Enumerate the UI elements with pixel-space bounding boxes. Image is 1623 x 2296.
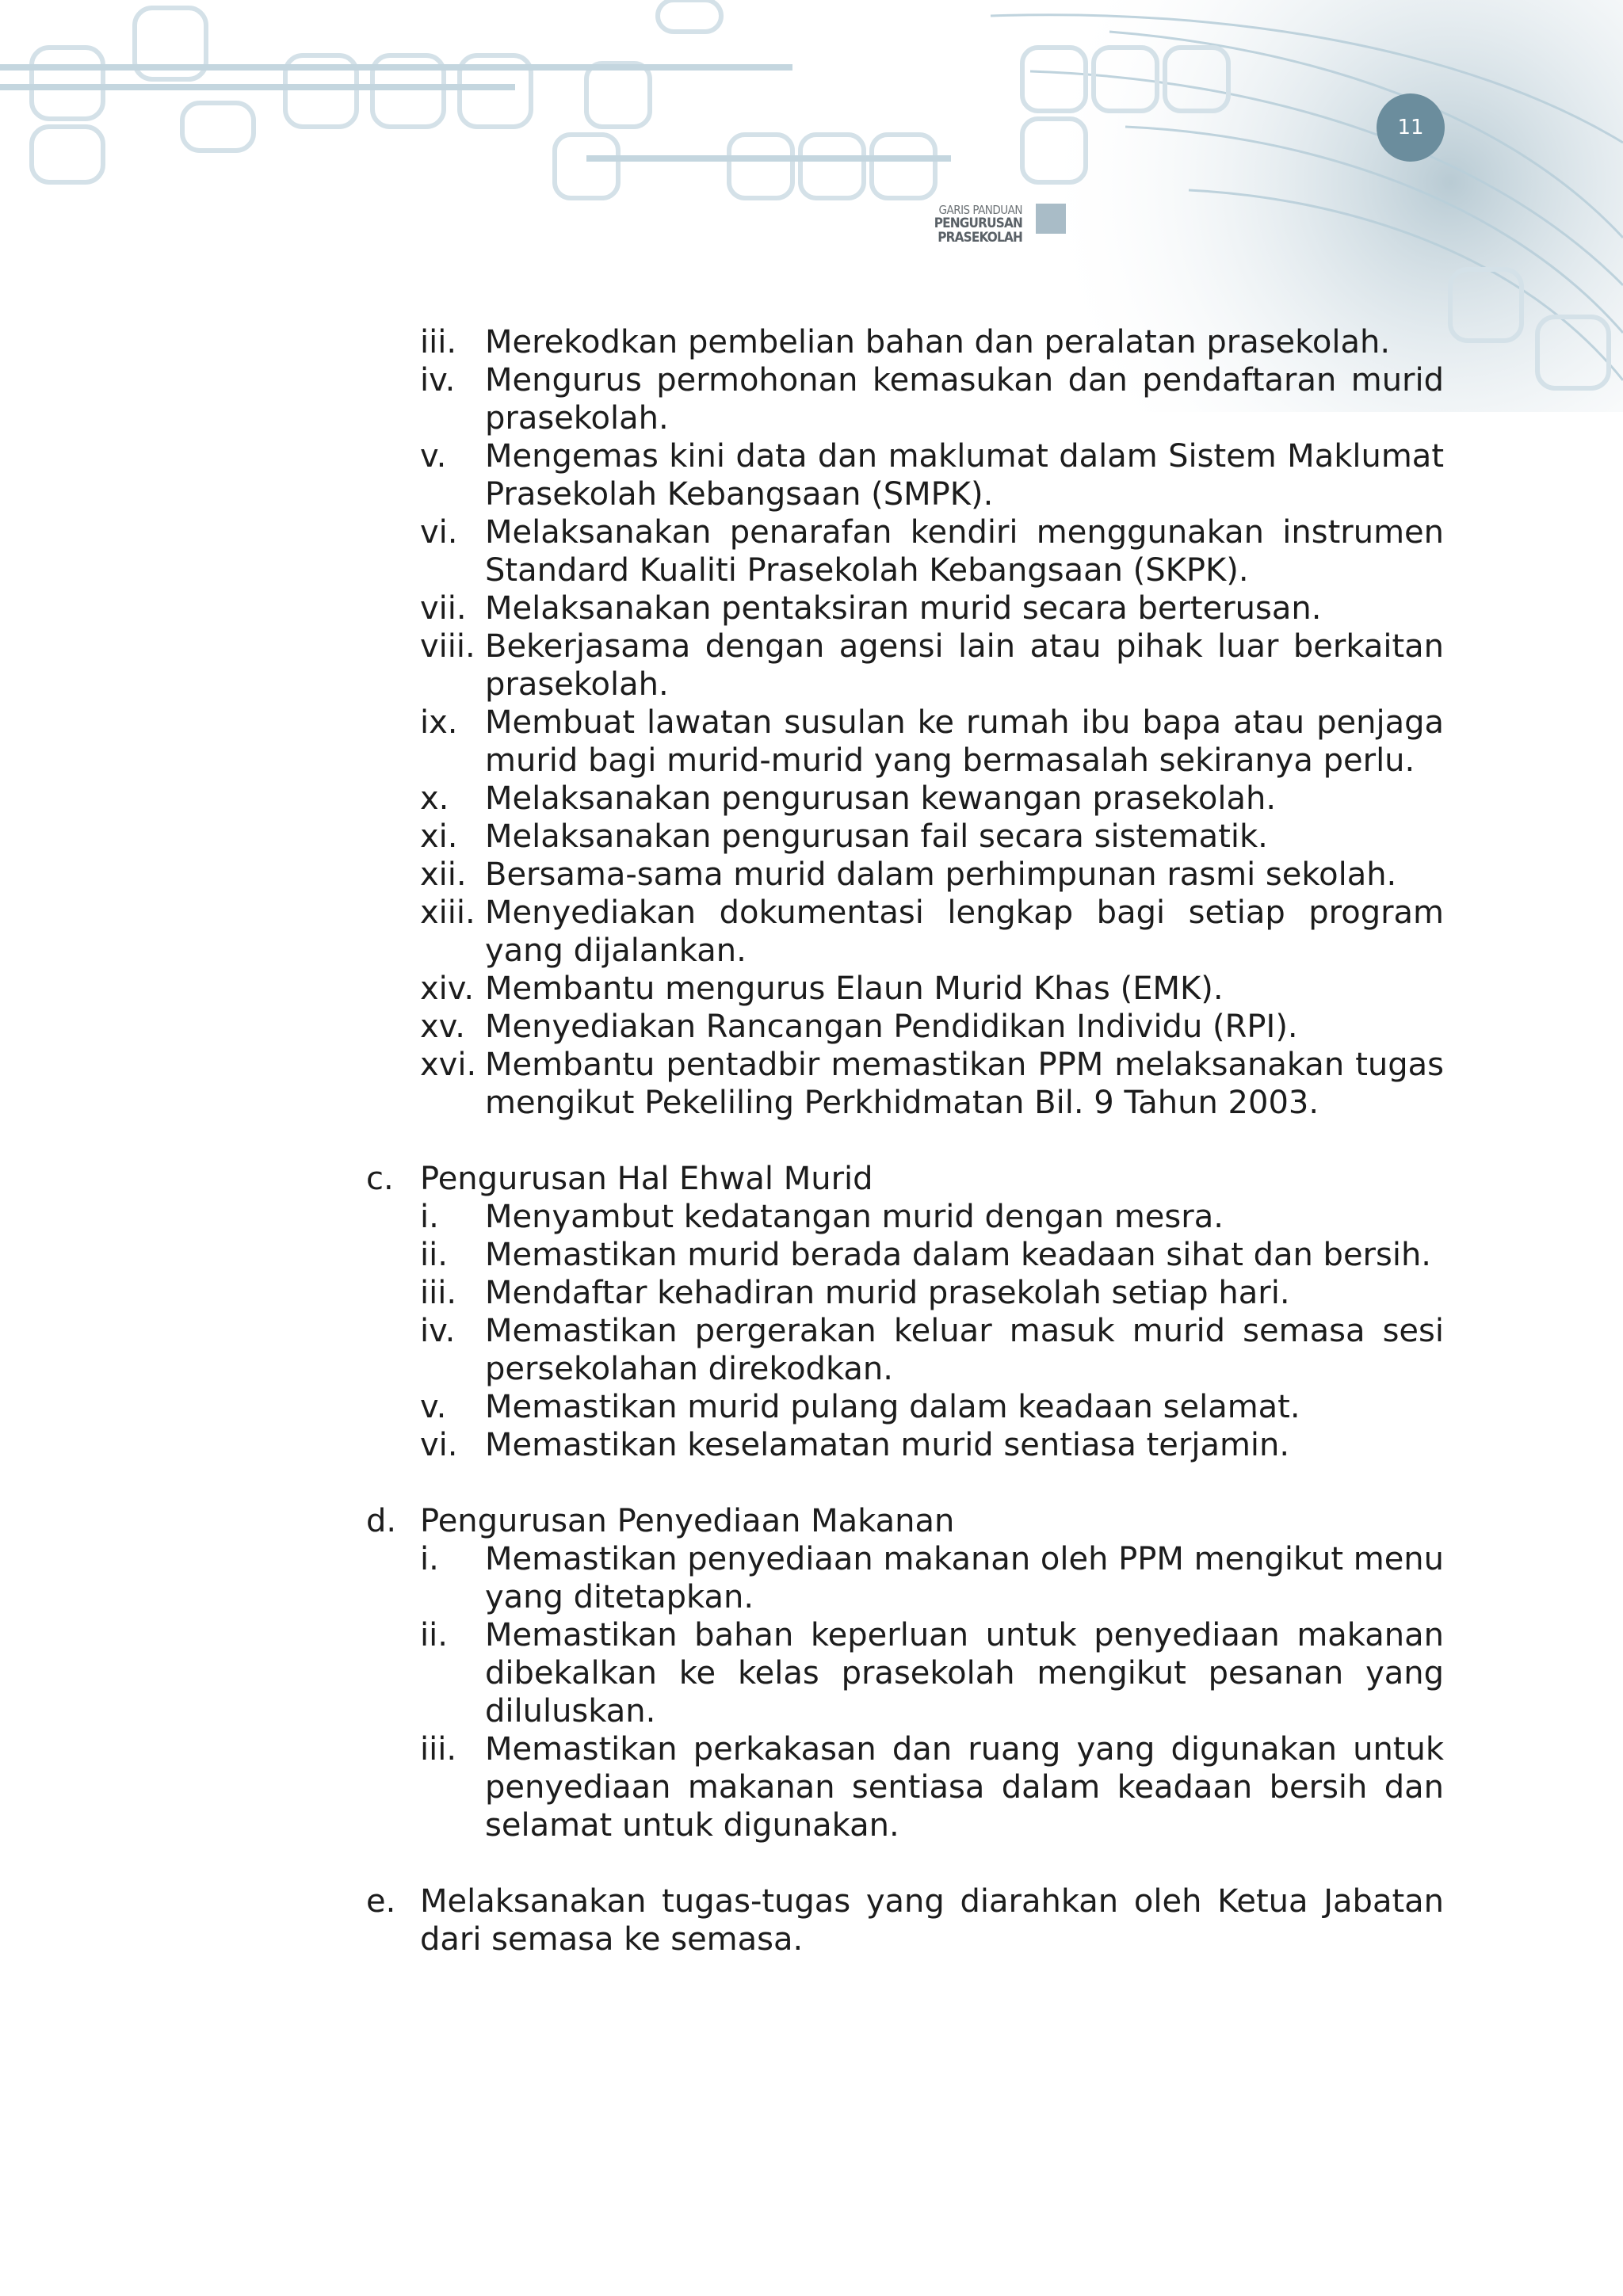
section-heading [366,1160,1444,1198]
list-text: Menyambut kedatangan murid dengan mesra. [485,1199,1224,1235]
list-marker: iv. [420,362,456,399]
list-item [366,1388,1444,1426]
list-marker: xi. [420,818,458,855]
section-marker: d. [366,1503,397,1539]
list-marker: xii. [420,856,467,893]
list-text: Bersama-sama murid dalam perhimpunan rasmi sekolah. [485,856,1397,893]
list-text: Bekerjasama dengan agensi lain atau pihak luar berkaitan prasekolah. [485,628,1444,703]
list-text: Menyediakan Rancangan Pendidikan Individu (RPI). [485,1009,1298,1045]
document-header-label [856,204,1022,245]
list-text: Melaksanakan pengurusan kewangan prasekolah. [485,780,1277,817]
list-text: Memastikan penyediaan makanan oleh PPM mengikut menu yang ditetapkan. [485,1541,1444,1615]
list-marker: ix. [420,704,458,741]
section-marker: c. [366,1161,394,1197]
list-item [366,704,1444,780]
list-marker: iii. [420,1731,457,1768]
header-square-decoration [1036,204,1066,234]
list-text: Memastikan pergerakan keluar masuk murid semasa sesi persekolahan direkodkan. [485,1313,1444,1387]
list-marker: xv. [420,1009,465,1045]
list-marker: iii. [420,324,457,360]
section-spacer [366,1844,1444,1882]
list-marker: iii. [420,1275,457,1311]
list-marker: xiv. [420,971,475,1007]
list-text: Membantu mengurus Elaun Murid Khas (EMK). [485,971,1224,1007]
list-item [366,780,1444,818]
list-item [366,1198,1444,1236]
page-number: 11 [1397,116,1424,139]
list-item [366,1046,1444,1122]
list-item [366,323,1444,361]
section-paragraph [366,1882,1444,1958]
section-marker: e. [366,1883,396,1920]
list-text: Memastikan bahan keperluan untuk penyediaan makanan dibekalkan ke kelas prasekolah mengikut pesanan yang diluluskan. [485,1617,1444,1730]
list-item [366,1730,1444,1844]
list-marker: i. [420,1541,439,1577]
list-item [366,361,1444,437]
list-text: Mengurus permohonan kemasukan dan pendaftaran murid prasekolah. [485,362,1444,437]
list-item [366,1274,1444,1312]
section-title: Pengurusan Penyediaan Makanan [420,1503,955,1539]
list-item [366,1236,1444,1274]
list-text: Merekodkan pembelian bahan dan peralatan prasekolah. [485,324,1391,360]
list-text: Membantu pentadbir memastikan PPM melaksanakan tugas mengikut Pekeliling Perkhidmatan Bil. 9 Tahun 2003. [485,1047,1444,1121]
list-marker: ii. [420,1237,448,1273]
list-marker: v. [420,438,447,475]
section-heading [366,1502,1444,1540]
list-item [366,589,1444,627]
section-spacer [366,1122,1444,1160]
header-label-line1: GARIS PANDUAN [938,203,1022,217]
list-text: Memastikan keselamatan murid sentiasa terjamin. [485,1427,1290,1463]
section-e [366,1882,1444,1958]
list-item [366,1008,1444,1046]
list-marker: vi. [420,514,458,551]
list-item [366,1312,1444,1388]
list-text: Mendaftar kehadiran murid prasekolah setiap hari. [485,1275,1290,1311]
list-text: Membuat lawatan susulan ke rumah ibu bapa atau penjaga murid bagi murid-murid yang bermasalah sekiranya perlu. [485,704,1444,779]
list-text: Melaksanakan pentaksiran murid secara berterusan. [485,590,1322,627]
section-title: Pengurusan Hal Ehwal Murid [420,1161,873,1197]
list-item [366,1540,1444,1616]
list-item [366,818,1444,856]
header-label-line2: PENGURUSAN PRASEKOLAH [934,215,1022,246]
list-text: Memastikan murid pulang dalam keadaan selamat. [485,1389,1300,1425]
list-marker: ii. [420,1617,448,1653]
list-text: Melaksanakan pengurusan fail secara sistematik. [485,818,1268,855]
section-spacer [366,1464,1444,1502]
page-number-badge [1377,93,1445,162]
list-text: Mengemas kini data dan maklumat dalam Sistem Maklumat Prasekolah Kebangsaan (SMPK). [485,438,1444,513]
list-item [366,856,1444,894]
list-text: Melaksanakan penarafan kendiri menggunakan instrumen Standard Kualiti Prasekolah Kebangsaan (SKPK). [485,514,1444,589]
list-item [366,1426,1444,1464]
list-text: Memastikan murid berada dalam keadaan sihat dan bersih. [485,1237,1432,1273]
list-text: Memastikan perkakasan dan ruang yang digunakan untuk penyediaan makanan sentiasa dalam keadaan bersih dan selamat untuk digunakan. [485,1731,1444,1844]
list-item [366,894,1444,970]
list-marker: x. [420,780,449,817]
list-marker: iv. [420,1313,456,1349]
list-marker: xvi. [420,1047,477,1083]
list-item [366,1616,1444,1730]
list-b-continued [366,323,1444,1122]
list-marker: xiii. [420,894,475,931]
document-body [366,323,1444,1958]
list-marker: viii. [420,628,475,665]
list-item [366,627,1444,704]
section-c [366,1160,1444,1464]
section-d [366,1502,1444,1844]
list-item [366,513,1444,589]
list-item [366,970,1444,1008]
section-text: Melaksanakan tugas-tugas yang diarahkan oleh Ketua Jabatan dari semasa ke semasa. [420,1883,1444,1958]
list-marker: vii. [420,590,467,627]
list-marker: i. [420,1199,439,1235]
list-marker: v. [420,1389,447,1425]
list-text: Menyediakan dokumentasi lengkap bagi setiap program yang dijalankan. [485,894,1444,969]
list-marker: vi. [420,1427,458,1463]
list-item [366,437,1444,513]
